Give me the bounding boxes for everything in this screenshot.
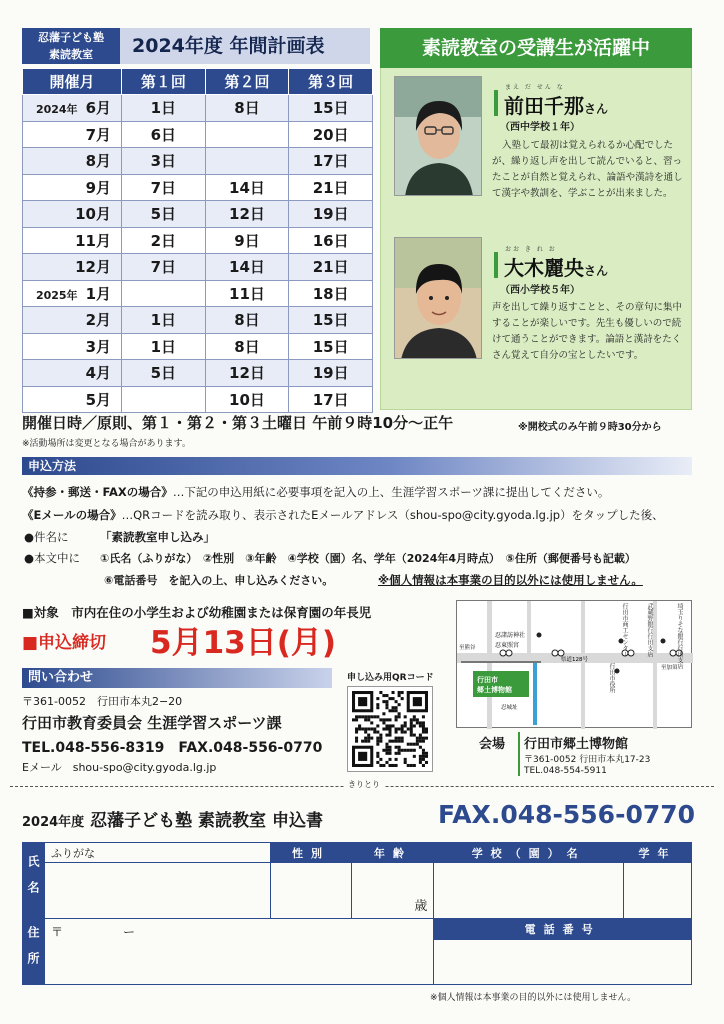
date-cell: 3日 — [122, 148, 206, 175]
map-label-1: 忍東照宮 — [495, 642, 520, 649]
phone-field[interactable] — [434, 939, 692, 984]
month-label: 3月 — [85, 337, 111, 356]
grade-field[interactable] — [624, 863, 692, 919]
qr-code[interactable] — [347, 686, 433, 772]
student2-suffix: さん — [584, 264, 609, 278]
date-cell — [205, 148, 289, 175]
month-cell — [23, 254, 122, 281]
date-cell: 14日 — [205, 174, 289, 201]
month-cell — [23, 148, 122, 175]
date-cell: 12日 — [205, 360, 289, 387]
month-cell — [23, 307, 122, 334]
student1-ruby: まえ だ せん な — [505, 84, 565, 91]
date-cell — [205, 121, 289, 148]
venue-addr: 〒361-0052 行田市本丸17-23 — [524, 755, 651, 765]
date-cell: 1日 — [122, 333, 206, 360]
badge-line2: 素読教室 — [49, 48, 93, 61]
apply-fax-lbl: 《持参・郵送・FAXの場合》 — [22, 485, 173, 499]
map-label-3: 県道128号 — [561, 657, 588, 663]
gender-field[interactable] — [270, 863, 352, 919]
student1-name-text: 前田千那 — [504, 94, 584, 118]
name-accent-bar — [494, 90, 498, 116]
student1-school: （西中学校１年） — [500, 122, 580, 133]
qr-label: 申し込み用QRコード — [347, 673, 434, 683]
date-cell: 21日 — [289, 174, 373, 201]
month-label: 9月 — [85, 178, 111, 197]
age-header: 年齢 — [352, 843, 434, 863]
date-cell: 10日 — [205, 386, 289, 413]
venue-divider — [518, 732, 520, 776]
form-footnote: ※個人情報は本事業の目的以外には使用しません。 — [430, 993, 637, 1003]
schedule-row — [23, 201, 373, 228]
month-cell — [23, 333, 122, 360]
map-label-2: 至熊谷 — [459, 645, 476, 651]
date-cell: 11日 — [205, 280, 289, 307]
inquiry-email[interactable]: Eメール shou-spo@city.gyoda.lg.jp — [22, 761, 217, 774]
form-name-side: 氏名 — [23, 843, 45, 919]
venue-name: 行田市郷土博物館 — [524, 737, 629, 752]
date-cell: 18日 — [289, 280, 373, 307]
date-cell: 21日 — [289, 254, 373, 281]
date-cell: 5日 — [122, 360, 206, 387]
map-label-cityhall: 行田市役所 — [608, 663, 615, 693]
schedule-header-row — [23, 69, 373, 95]
date-cell: 15日 — [289, 333, 373, 360]
gender-header: 性別 — [270, 843, 352, 863]
schedule-row — [23, 148, 373, 175]
month-label: 1月 — [85, 284, 111, 303]
date-cell: 17日 — [289, 148, 373, 175]
school-field[interactable] — [434, 863, 624, 919]
month-label: 4月 — [85, 364, 111, 383]
location-note: ※活動場所は変更となる場合があります。 — [22, 439, 191, 449]
date-cell: 8日 — [205, 333, 289, 360]
qr-code-image — [352, 691, 428, 767]
col-third: 第３回 — [289, 69, 373, 95]
date-cell: 6日 — [122, 121, 206, 148]
date-cell: 19日 — [289, 360, 373, 387]
inquiry-tel: TEL.048-556-8319 FAX.048-556-0770 — [22, 740, 323, 756]
month-label: 8月 — [85, 152, 111, 171]
phone-header: 電話番号 — [434, 919, 692, 940]
date-cell: 2日 — [122, 227, 206, 254]
cut-label: きりとり — [344, 779, 384, 790]
postal-code: 〒 ー — [50, 925, 135, 939]
form-title — [22, 806, 323, 831]
date-cell: 8日 — [205, 95, 289, 122]
apply-header: 申込方法 — [22, 457, 692, 475]
address-field[interactable] — [44, 919, 433, 985]
month-label: 11月 — [75, 231, 111, 250]
school-header: 学校（園）名 — [434, 843, 624, 863]
venue-tel: TEL.048-554-5911 — [524, 766, 607, 776]
col-second: 第２回 — [205, 69, 289, 95]
inquiry-zip: 〒361-0052 行田市本丸2−20 — [22, 695, 183, 708]
schedule-row — [23, 227, 373, 254]
student-photo-maeda — [394, 76, 482, 196]
student1-suffix: さん — [584, 102, 609, 116]
date-cell — [122, 386, 206, 413]
month-cell — [23, 174, 122, 201]
date-cell: 5日 — [122, 201, 206, 228]
body-label: ●本文中に — [24, 551, 81, 565]
form-year: 2024年度 — [22, 815, 85, 830]
furigana-field[interactable]: ふりがな — [44, 843, 270, 863]
student2-quote: 声を出して繰り返すことと、その章句に集中することが楽しいです。先生も優しいので続けて通うことができます。論語と漢詩をたくさん覚えて自分の宝としたいです。 — [492, 302, 683, 361]
application-form — [22, 842, 692, 985]
body-items: ①氏名（ふりがな） ②性別 ③年齢 ④学校（園）名、学年（2024年4月時点） ⑤住所（郵便番号も記載） — [100, 552, 636, 565]
student-photo-ooki — [394, 237, 482, 359]
deadline-date: 5月13日(月) — [150, 625, 337, 661]
schedule-row — [23, 360, 373, 387]
month-label: 2月 — [85, 311, 111, 330]
badge-line1: 忍藩子ども塾 — [38, 31, 104, 44]
map-label-resona: 埼玉りそな銀行行田支店 — [676, 603, 683, 669]
subject-label: ●件名に — [24, 530, 69, 544]
schedule-row — [23, 280, 373, 307]
student1-name — [504, 90, 608, 119]
date-cell: 19日 — [289, 201, 373, 228]
name-accent-bar — [494, 252, 498, 278]
month-label: 5月 — [85, 390, 111, 409]
student-panel-title: 素読教室の受講生が活躍中 — [380, 28, 692, 68]
form-addr-side: 住所 — [23, 919, 45, 985]
month-label: 7月 — [85, 125, 111, 144]
student1-quote: 入塾して最初は覚えられるか心配でしたが、繰り返し声を出して読んでいると、習ったことが自然と覚えられ、論語や漢詩を通して漢字や教訓を、学ぶことが出来ました。 — [492, 140, 683, 199]
schedule-row — [23, 254, 373, 281]
grade-header: 学年 — [624, 843, 692, 863]
month-cell — [23, 280, 122, 307]
form-title-text: 忍藩子ども塾 素読教室 申込書 — [90, 811, 323, 831]
month-cell — [23, 95, 122, 122]
date-cell: 16日 — [289, 227, 373, 254]
map-label-0: 忍諸訪神社 — [495, 632, 526, 639]
form-fax: FAX.048-556-0770 — [438, 800, 696, 829]
schedule-row — [23, 386, 373, 413]
month-label: 12月 — [75, 258, 111, 277]
apply-fax-text: …下記の申込用紙に必要事項を記入の上、生涯学習スポーツ課に提出してください。 — [172, 485, 610, 499]
schedule-row — [23, 174, 373, 201]
venue-map — [456, 600, 692, 728]
apply-email-text: …QRコードを読み取り、表示されたEメールアドレス（shou-spo@city.gyoda.lg.jp）をタップした後、 — [121, 508, 664, 522]
month-cell — [23, 386, 122, 413]
student2-name — [504, 252, 608, 281]
body-items2: ⑥電話番号 を記入の上、申し込みください。 — [104, 574, 334, 587]
student2-school: （西小学校５年） — [500, 285, 580, 296]
month-label: 6月 — [85, 99, 111, 118]
map-label-shokou: 行田市商工センター — [621, 603, 628, 657]
age-unit: 歳 — [414, 899, 428, 914]
schedule-row — [23, 121, 373, 148]
target-text: ■対象 市内在住の小学生および幼稚園または保育園の年長児 — [22, 605, 372, 620]
inquiry-org: 行田市教育委員会 生涯学習スポーツ課 — [22, 714, 282, 732]
apply-email-lbl: 《Eメールの場合》 — [22, 508, 122, 522]
date-cell: 17日 — [289, 386, 373, 413]
date-cell — [122, 280, 206, 307]
page-title: 2024年度 年間計画表 — [120, 28, 370, 64]
name-field[interactable] — [44, 863, 270, 919]
schedule-row — [23, 95, 373, 122]
date-cell: 15日 — [289, 95, 373, 122]
schedule-note: ※開校式のみ午前９時30分から — [518, 422, 662, 433]
subject-value: 「素読教室申し込み」 — [100, 530, 215, 544]
schedule-table — [22, 68, 373, 413]
month-cell — [23, 121, 122, 148]
date-cell: 1日 — [122, 307, 206, 334]
col-month: 開催月 — [23, 69, 122, 95]
inquiry-header: 問い合わせ — [22, 668, 332, 688]
venue-label: 会場 — [479, 737, 506, 752]
month-cell — [23, 360, 122, 387]
student2-name-text: 大木麗央 — [504, 256, 584, 280]
schedule-time: 開催日時／原則、第１・第２・第３土曜日 午前９時10分〜正午 — [22, 414, 454, 432]
year-label: 2024年 — [35, 103, 78, 117]
age-field[interactable] — [352, 863, 434, 919]
privacy-note: ※個人情報は本事業の目的以外には使用しません。 — [378, 573, 643, 587]
date-cell: 7日 — [122, 174, 206, 201]
svg-text:郷土博物館: 郷土博物館 — [477, 686, 512, 694]
apply-line-email — [22, 507, 664, 523]
map-label-4: 至加須 — [661, 665, 678, 671]
apply-line-fax — [22, 484, 609, 500]
col-first: 第１回 — [122, 69, 206, 95]
schedule-row — [23, 307, 373, 334]
date-cell: 20日 — [289, 121, 373, 148]
svg-text:行田市: 行田市 — [477, 676, 498, 684]
student2-ruby: おお き れ お — [505, 246, 557, 253]
month-cell — [23, 227, 122, 254]
date-cell: 7日 — [122, 254, 206, 281]
month-cell — [23, 201, 122, 228]
date-cell: 14日 — [205, 254, 289, 281]
series-badge — [22, 28, 120, 64]
year-label: 2025年 — [35, 288, 78, 302]
deadline-label: ■申込締切 — [22, 633, 107, 653]
date-cell: 8日 — [205, 307, 289, 334]
map-label-musashino: 武蔵野銀行行田支店 — [646, 603, 653, 657]
date-cell: 15日 — [289, 307, 373, 334]
date-cell: 9日 — [205, 227, 289, 254]
date-cell: 12日 — [205, 201, 289, 228]
schedule-row — [23, 333, 373, 360]
month-label: 10月 — [75, 205, 111, 224]
date-cell: 1日 — [122, 95, 206, 122]
map-label-6: 忍城址 — [501, 705, 518, 711]
